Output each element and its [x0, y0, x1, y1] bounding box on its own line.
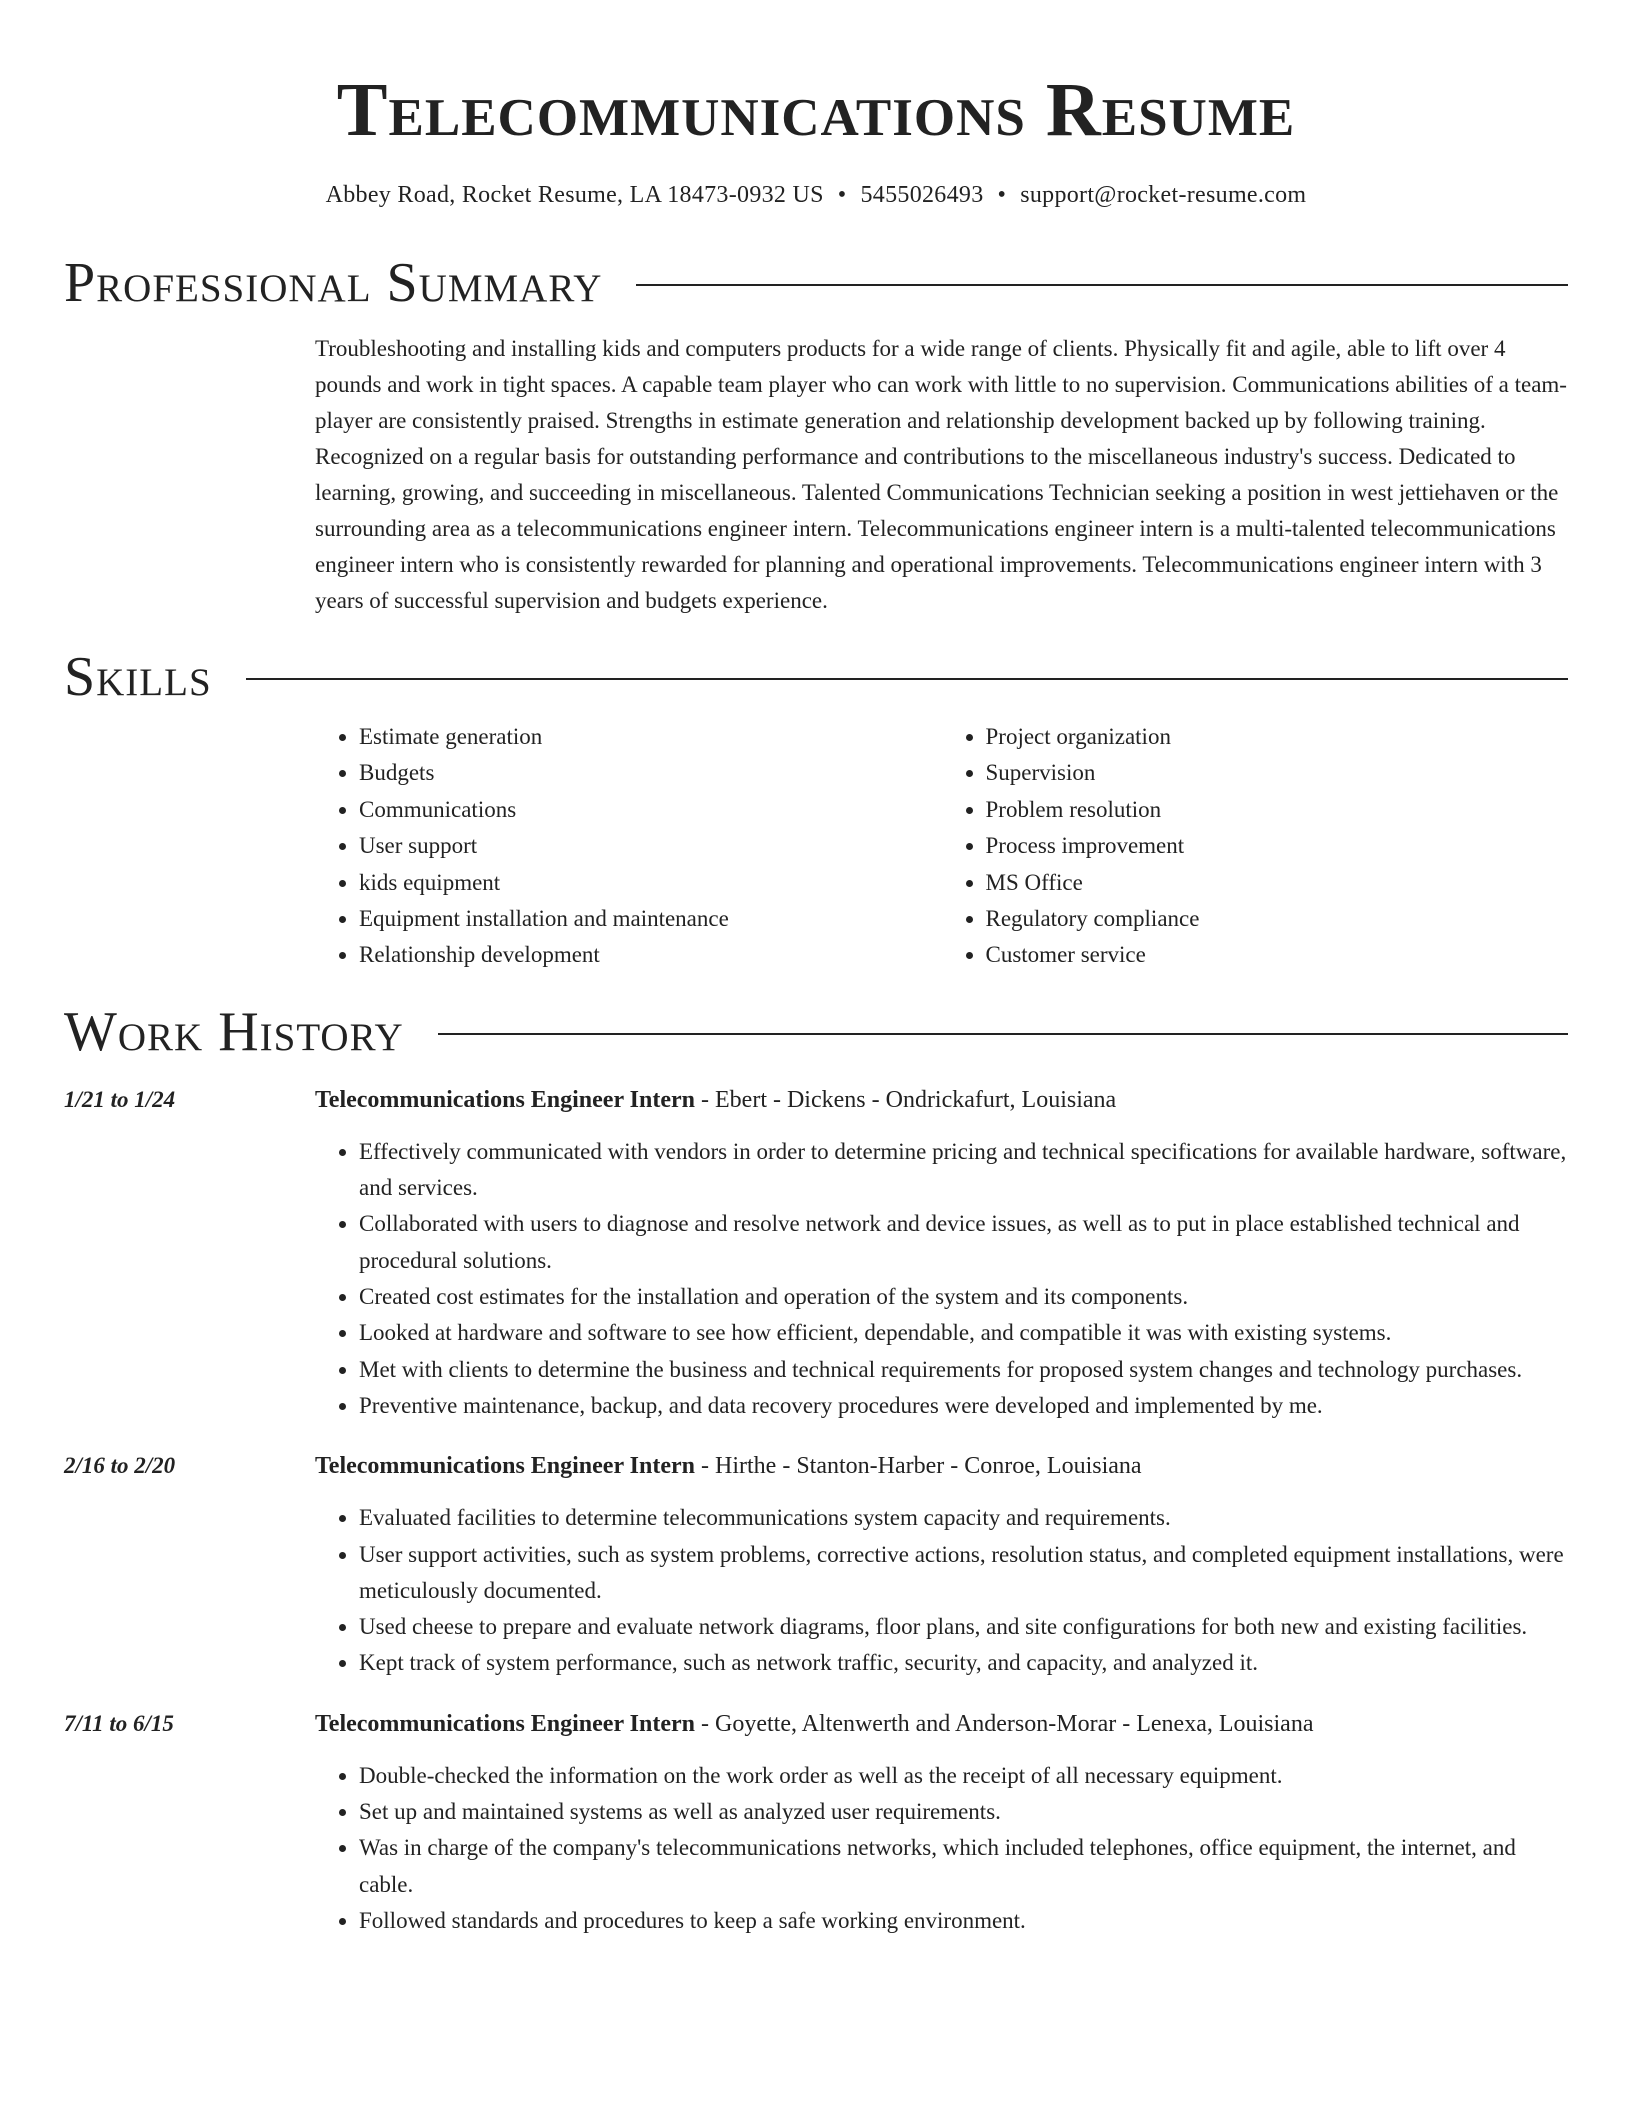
job-employer: - Ebert - Dickens - Ondrickafurt, Louisiana	[695, 1086, 1117, 1113]
job-bullet: • Set up and maintained systems as well as analyzed user requirements.	[359, 1794, 1568, 1830]
skills-column-left	[315, 719, 942, 974]
resume-name: Telecommunications Resume	[336, 68, 1296, 152]
job-employer: - Goyette, Altenwerth and Anderson-Morar - Lenexa, Louisiana	[695, 1710, 1314, 1737]
skill-item: • Regulatory compliance	[986, 901, 1569, 937]
contact-line	[64, 182, 1568, 209]
summary-section-header	[64, 252, 1568, 314]
job-bullet: • Was in charge of the company's telecommunications networks, which included telephones, office equipment, the internet, and cable.	[359, 1830, 1568, 1903]
job-employer: - Hirthe - Stanton-Harber - Conroe, Louisiana	[695, 1453, 1142, 1480]
contact-address: Abbey Road, Rocket Resume, LA 18473-0932 US	[325, 182, 824, 208]
job-bullet: • Kept track of system performance, such as network traffic, security, and capacity, and analyzed it.	[359, 1645, 1568, 1681]
skill-item: • Relationship development	[359, 937, 942, 973]
skill-item: • Communications	[359, 792, 942, 828]
job-bullets	[315, 1758, 1568, 1939]
job-title-line	[315, 1706, 1568, 1742]
job-title-line	[315, 1082, 1568, 1118]
job-bullets	[315, 1134, 1568, 1424]
contact-separator: •	[997, 182, 1007, 208]
job-entry	[64, 1082, 1568, 1424]
skill-item: • kids equipment	[359, 865, 942, 901]
section-divider	[636, 284, 1568, 286]
skill-item: • Equipment installation and maintenance	[359, 901, 942, 937]
skill-item: • Process improvement	[986, 828, 1569, 864]
summary-heading: Professional Summary	[64, 252, 603, 314]
work-history-list	[64, 1082, 1568, 1939]
summary-text: Troubleshooting and installing kids and computers products for a wide range of clients. Physically fit and agile, able to lift over 4 pounds and work in tight spaces. A capable team player who can work with little to no supervision. Communications abilities of a team-player are consistently praised. Strengths in estimate generation and relationship development backed up by following training. Recognized on a regular basis for outstanding performance and contributions to the miscellaneous industry's success. Dedicated to learning, growing, and succeeding in miscellaneous. Talented Communications Technician seeking a position in west jettiehaven or the surrounding area as a telecommunications engineer intern. Telecommunications engineer intern is a multi-talented telecommunications engineer intern who is consistently rewarded for planning and operational improvements. Telecommunications engineer intern with 3 years of successful supervision and budgets experience.	[315, 336, 1567, 613]
skill-item: • Problem resolution	[986, 792, 1569, 828]
work-heading: Work History	[64, 1000, 404, 1063]
skill-item: • User support	[359, 828, 942, 864]
job-bullets	[315, 1500, 1568, 1681]
skills-column-right	[942, 719, 1569, 974]
job-dates: 7/11 to 6/15	[64, 1710, 174, 1736]
job-bullet: • Evaluated facilities to determine telecommunications system capacity and requirements.	[359, 1500, 1568, 1536]
skill-item: • Estimate generation	[359, 719, 942, 755]
skills-section-header	[64, 646, 1568, 708]
skill-item: • Customer service	[986, 937, 1569, 973]
contact-email: support@rocket-resume.com	[1020, 182, 1307, 208]
contact-separator: •	[837, 182, 847, 208]
job-bullet: • Looked at hardware and software to see how efficient, dependable, and compatible it was with existing systems.	[359, 1315, 1568, 1351]
skill-item: • Budgets	[359, 755, 942, 791]
work-section-header	[64, 1000, 1568, 1063]
job-bullet: • Effectively communicated with vendors in order to determine pricing and technical specifications for available hardware, software, and services.	[359, 1134, 1568, 1207]
job-bullet: • Preventive maintenance, backup, and data recovery procedures were developed and implemented by me.	[359, 1388, 1568, 1424]
contact-phone: 5455026493	[860, 182, 984, 208]
job-details	[315, 1448, 1568, 1681]
job-bullet: • Collaborated with users to diagnose and resolve network and device issues, as well as to put in place established technical and procedural solutions.	[359, 1206, 1568, 1279]
skill-item: • MS Office	[986, 865, 1569, 901]
job-title: Telecommunications Engineer Intern	[315, 1710, 696, 1737]
job-bullet: • User support activities, such as system problems, corrective actions, resolution status, and completed equipment installations, were meticulously documented.	[359, 1537, 1568, 1610]
job-bullet: • Met with clients to determine the business and technical requirements for proposed system changes and technology purchases.	[359, 1352, 1568, 1388]
job-bullet: • Used cheese to prepare and evaluate network diagrams, floor plans, and site configurations for both new and existing facilities.	[359, 1609, 1568, 1645]
job-details	[315, 1082, 1568, 1424]
job-dates: 2/16 to 2/20	[64, 1453, 176, 1479]
job-bullet: • Double-checked the information on the work order as well as the receipt of all necessary equipment.	[359, 1758, 1568, 1794]
section-divider	[438, 1033, 1568, 1035]
skills-list	[315, 719, 1568, 974]
job-dates: 1/21 to 1/24	[64, 1086, 176, 1112]
job-title: Telecommunications Engineer Intern	[315, 1086, 696, 1113]
job-title-line	[315, 1448, 1568, 1484]
job-entry	[64, 1706, 1568, 1939]
job-details	[315, 1706, 1568, 1939]
skill-item: • Supervision	[986, 755, 1569, 791]
job-bullet: • Created cost estimates for the installation and operation of the system and its components.	[359, 1279, 1568, 1315]
job-entry	[64, 1448, 1568, 1681]
skills-heading: Skills	[64, 646, 212, 708]
section-divider	[246, 678, 1568, 680]
job-title: Telecommunications Engineer Intern	[315, 1453, 696, 1480]
job-bullet: • Followed standards and procedures to keep a safe working environment.	[359, 1903, 1568, 1939]
skill-item: • Project organization	[986, 719, 1569, 755]
